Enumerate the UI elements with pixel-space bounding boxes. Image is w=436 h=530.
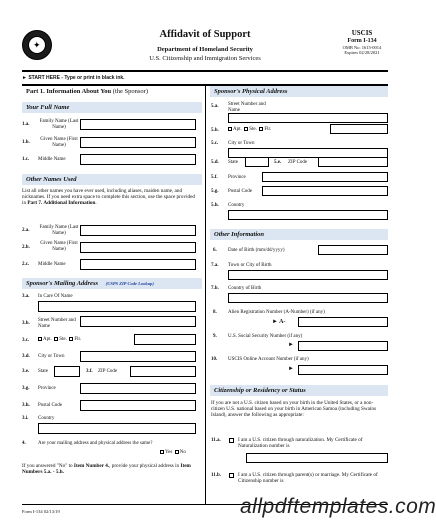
physical-province-label: Province xyxy=(228,175,246,180)
full-name-header: Your Full Name xyxy=(22,102,202,113)
item-7a-num: 7.a. xyxy=(211,263,219,268)
anumber-input[interactable] xyxy=(298,317,388,327)
physical-city-label: City or Town xyxy=(228,141,255,146)
other-middle-name-input[interactable] xyxy=(80,259,196,270)
birth-city-input[interactable] xyxy=(228,270,388,280)
other-family-name-input[interactable] xyxy=(80,225,196,236)
item-2b-num: 2.b. xyxy=(22,245,30,250)
item-3h-num: 3.h. xyxy=(22,403,30,408)
mailing-address-header: Sponsor's Mailing Address (USPS ZIP Code Lookup) xyxy=(22,278,202,289)
item-7b-num: 7.b. xyxy=(211,286,219,291)
citizenship-header: Citizenship or Residency or Status xyxy=(210,385,388,396)
physical-address-note: If you answered "No" to Item Number 4., provide your physical address in Item Numbers 5.a. - 5.h. xyxy=(22,463,191,476)
mailing-province-label: Province xyxy=(38,386,56,391)
item-1c-num: 1.c. xyxy=(22,157,30,162)
flr-checkbox[interactable] xyxy=(259,127,263,131)
item-5h-num: 5.h. xyxy=(211,203,219,208)
parent-marriage-label: I am a U.S. citizen through parent(s) or marriage. My Certificate of Citizenship number is xyxy=(238,472,378,485)
form-edition: Form I-134 02/13/19 xyxy=(22,509,60,514)
apt-checkbox[interactable] xyxy=(228,127,232,131)
watermark: allpdftemplates.com xyxy=(240,495,436,518)
item-1b-num: 1.b. xyxy=(22,140,30,145)
family-name-label: Family Name (Last Name) xyxy=(39,119,79,130)
mailing-state-select[interactable] xyxy=(54,366,80,377)
naturalization-label: I am a U.S. citizen through naturalization. My Certificate of Naturalization number is xyxy=(238,437,363,450)
in-care-of-input[interactable] xyxy=(38,301,196,312)
item-5f-num: 5.f. xyxy=(211,175,218,180)
item-5e-num: 5.e. xyxy=(274,160,282,165)
expiration: Expires 02/28/2021 xyxy=(344,50,380,55)
physical-unit-options: Apt. Ste. Flr. xyxy=(228,127,271,133)
mailing-province-input[interactable] xyxy=(80,383,196,394)
naturalization-checkbox[interactable] xyxy=(229,438,234,443)
form-title: Affidavit of Support xyxy=(159,29,251,40)
item-2c-num: 2.c. xyxy=(22,262,30,267)
physical-postal-input[interactable] xyxy=(262,186,388,196)
mailing-unit-options: Apt. Ste. Flr. xyxy=(38,337,81,343)
mailing-street-label: Street Number and Name xyxy=(38,318,76,329)
physical-country-input[interactable] xyxy=(228,210,388,220)
item-3f-num: 3.f. xyxy=(86,369,93,374)
in-care-of-label: In Care Of Name xyxy=(38,294,73,299)
birth-country-label: Country of Birth xyxy=(228,286,262,291)
uscis-account-input[interactable] xyxy=(298,365,388,375)
flr-checkbox[interactable] xyxy=(69,337,73,341)
item-5g-num: 5.g. xyxy=(211,189,219,194)
other-names-instructions: List all other names you have ever used, including aliases, maiden name, and nicknames. If you need extra space to complete this section, use the space provided in Part 7. Additional Information. xyxy=(22,188,196,207)
item-5b-num: 5.b. xyxy=(211,128,219,133)
dob-label: Date of Birth (mm/dd/yyyy) xyxy=(228,248,285,253)
mailing-city-label: City or Town xyxy=(38,354,65,359)
item-11b-num: 11.b. xyxy=(211,473,222,478)
item-3a-num: 3.a. xyxy=(22,294,30,299)
item-10-num: 10. xyxy=(211,357,218,362)
other-info-header: Other Information xyxy=(210,229,388,240)
apt-checkbox[interactable] xyxy=(38,337,42,341)
item-2a-num: 2.a. xyxy=(22,228,30,233)
item-3c-num: 3.c. xyxy=(22,338,30,343)
ssn-input[interactable] xyxy=(298,341,388,351)
item-6-num: 6. xyxy=(213,248,217,253)
middle-name-label: Middle Name xyxy=(38,157,66,162)
mailing-zip-label: ZIP Code xyxy=(98,369,118,374)
omb-number: OMB No. 1615-0014 xyxy=(342,45,382,50)
ssn-label: U.S. Social Security Number (if any) xyxy=(228,334,303,339)
other-middle-name-label: Middle Name xyxy=(38,262,66,267)
physical-postal-label: Postal Code xyxy=(228,189,253,194)
mailing-country-input[interactable] xyxy=(38,423,196,434)
item-3e-num: 3.e. xyxy=(22,369,30,374)
agency-name: U.S. Citizenship and Immigration Services xyxy=(149,55,261,62)
form-id-block xyxy=(322,29,402,55)
physical-address-header: Sponsor's Physical Address xyxy=(210,86,388,97)
other-given-name-input[interactable] xyxy=(80,242,196,253)
parent-marriage-checkbox[interactable] xyxy=(229,473,234,478)
physical-country-label: Country xyxy=(228,203,245,208)
start-here: ► START HERE - Type or print in black ink. xyxy=(22,75,125,81)
physical-unit-input[interactable] xyxy=(330,124,388,134)
physical-street-input[interactable] xyxy=(228,113,388,123)
same-address-question: Are your mailing address and physical address the same? xyxy=(38,441,153,446)
item-3g-num: 3.g. xyxy=(22,386,30,391)
item-3b-num: 3.b. xyxy=(22,321,30,326)
mailing-street-input[interactable] xyxy=(80,316,196,327)
other-given-name-label: Given Name (First Name) xyxy=(40,241,78,252)
item-9-num: 9. xyxy=(213,334,217,339)
middle-name-input[interactable] xyxy=(80,154,196,165)
uscis-account-label: USCIS Online Account Number (if any) xyxy=(228,357,309,362)
item-1a-num: 1.a. xyxy=(22,122,30,127)
item-5c-num: 5.c. xyxy=(211,141,219,146)
column-divider xyxy=(205,84,206,504)
mailing-postal-input[interactable] xyxy=(80,400,196,411)
naturalization-number-input[interactable] xyxy=(246,453,388,463)
part1-header: Part 1. Information About You (the Sponsor) xyxy=(22,86,202,97)
citizenship-instructions: If you are not a U.S. citizen based on your birth in the United States, or a non-citizen U.S. national based on your birth in American Samoa (including Swains Island), answer the following as appropriate: xyxy=(211,400,376,419)
physical-street-label: Street Number and Name xyxy=(228,102,266,113)
physical-zip-label: ZIP Code xyxy=(288,160,308,165)
item-5d-num: 5.d. xyxy=(211,160,219,165)
dhs-seal-icon: ✦ xyxy=(22,30,52,60)
family-name-input[interactable] xyxy=(80,119,196,130)
dob-input[interactable] xyxy=(318,245,388,255)
given-name-label: Given Name (First Name) xyxy=(40,137,78,148)
form-number: Form I-134 xyxy=(347,38,377,44)
mailing-unit-input[interactable] xyxy=(134,334,196,345)
usps-zip-lookup-link[interactable]: (USPS ZIP Code Lookup) xyxy=(105,281,154,286)
mailing-country-label: Country xyxy=(38,416,55,421)
yes-checkbox[interactable] xyxy=(160,450,164,454)
physical-province-input[interactable] xyxy=(262,172,388,182)
uscis-account-prefix: ► xyxy=(288,366,294,372)
mailing-city-input[interactable] xyxy=(80,351,196,362)
birth-country-input[interactable] xyxy=(228,293,388,303)
birth-city-label: Town or City of Birth xyxy=(228,263,272,268)
physical-state-label: State xyxy=(228,160,238,165)
same-address-options: Yes No xyxy=(160,450,186,456)
item-4-num: 4. xyxy=(22,441,26,446)
ssn-prefix: ► xyxy=(288,342,294,348)
other-family-name-label: Family Name (Last Name) xyxy=(39,225,79,236)
item-5a-num: 5.a. xyxy=(211,104,219,109)
given-name-input[interactable] xyxy=(80,137,196,148)
no-checkbox[interactable] xyxy=(175,450,179,454)
ste-checkbox[interactable] xyxy=(244,127,248,131)
mailing-postal-label: Postal Code xyxy=(38,403,63,408)
item-3i-num: 3.i. xyxy=(22,416,29,421)
item-8-num: 8. xyxy=(213,310,217,315)
form-agency: USCIS xyxy=(351,29,373,37)
ste-checkbox[interactable] xyxy=(54,337,58,341)
anumber-prefix: ► A- xyxy=(272,319,286,325)
physical-zip-input[interactable] xyxy=(318,157,388,167)
anumber-label: Alien Registration Number (A-Number) (if any) xyxy=(228,310,325,315)
header-rule xyxy=(22,70,388,72)
item-11a-num: 11.a. xyxy=(211,438,221,443)
mailing-state-label: State xyxy=(38,369,48,374)
physical-state-select[interactable] xyxy=(245,157,269,167)
department-name: Department of Homeland Security xyxy=(157,46,253,53)
mailing-zip-input[interactable] xyxy=(130,366,196,377)
other-names-header: Other Names Used xyxy=(22,174,202,185)
item-3d-num: 3.d. xyxy=(22,354,30,359)
